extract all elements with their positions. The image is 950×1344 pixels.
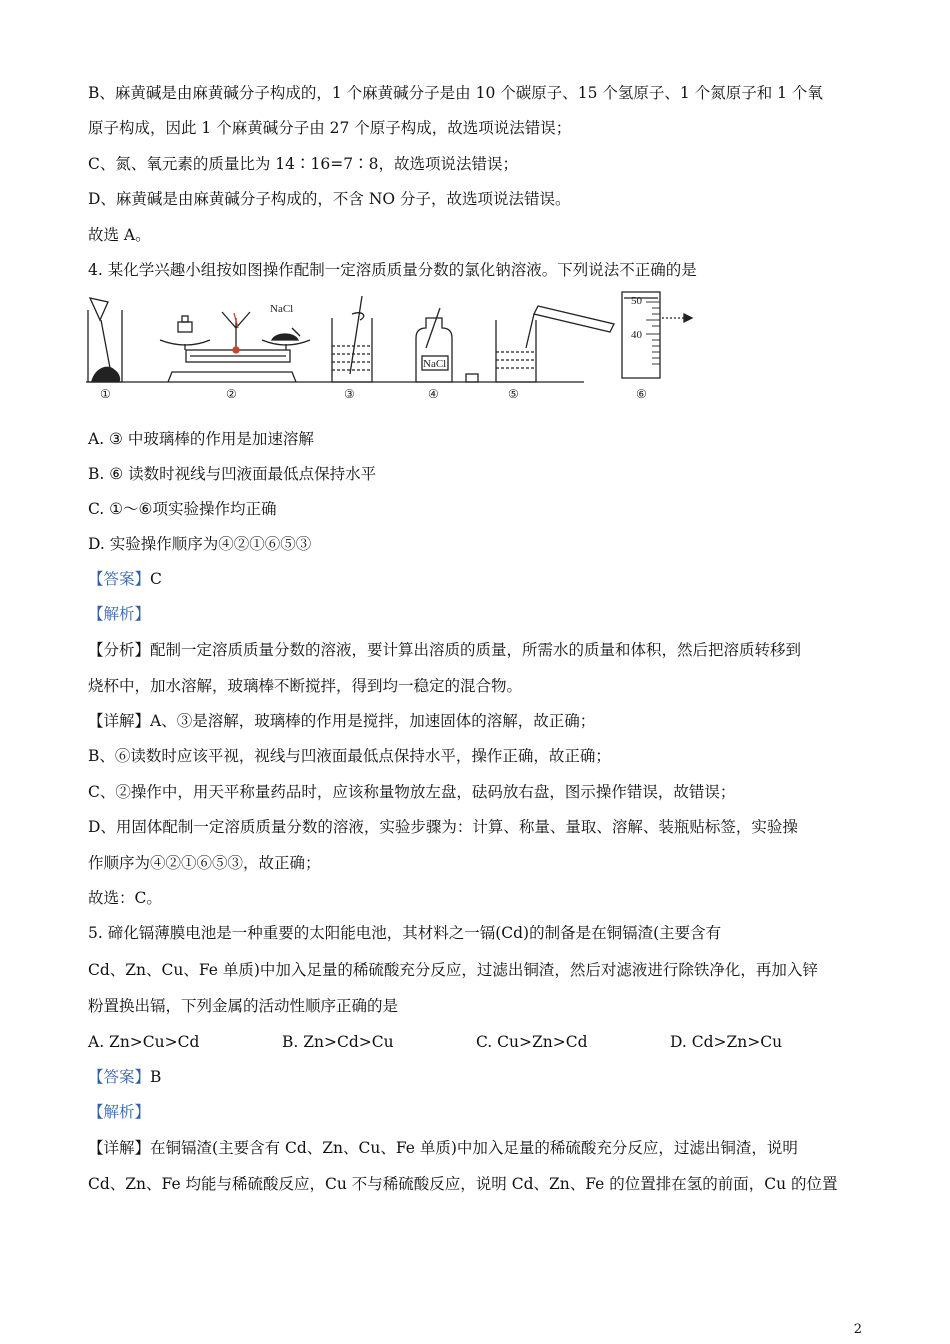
step-label-5: ⑤	[508, 387, 519, 401]
text-line: 故选 A。	[88, 226, 151, 244]
text-line: B、⑥读数时应该平视，视线与凹液面最低点保持水平，操作正确，故正确；	[88, 747, 611, 765]
q5-option-a: A. Zn>Cu>Cd	[88, 1033, 200, 1051]
step-label-2: ②	[226, 387, 237, 401]
cylinder-mark-50: 50	[631, 295, 642, 307]
text-line: D、麻黄碱是由麻黄碱分子构成的，不含 NO 分子，故选项说法错误。	[88, 190, 571, 208]
analysis-line	[88, 640, 801, 660]
analysis-heading	[88, 1102, 150, 1122]
step-label-6: ⑥	[636, 387, 647, 401]
answer-tag: 【答案】	[88, 1068, 151, 1086]
option-d: D. 实验操作顺序为④②①⑥⑤③	[88, 535, 312, 553]
detail-text: A、③是溶解，玻璃棒的作用是搅拌，加速固体的溶解，故正确；	[150, 712, 596, 730]
text-line: D、用固体配制一定溶质质量分数的溶液，实验步骤为：计算、称量、量取、溶解、装瓶贴标签，实验操	[88, 818, 798, 836]
text-line: Cd、Zn、Fe 均能与稀硫酸反应，Cu 不与稀硫酸反应，说明 Cd、Zn、Fe 的位置排在氢的前面，Cu 的位置	[88, 1175, 838, 1193]
detail-tag: 【详解】	[88, 1139, 151, 1157]
text-line: 故选：C。	[88, 889, 162, 907]
text-line: C、氮、氧元素的质量比为 14∶16=7∶8，故选项说法错误；	[88, 155, 518, 173]
question-5-stem: 5. 碲化镉薄膜电池是一种重要的太阳能电池，其材料之一镉(Cd)的制备是在铜镉渣(主要含有	[88, 924, 722, 942]
analysis-heading	[88, 604, 150, 624]
question-4-stem: 4. 某化学兴趣小组按如图操作配制一定溶质质量分数的氯化钠溶液。下列说法不正确的是	[88, 261, 697, 279]
text-line: 原子构成，因此 1 个麻黄碱分子由 27 个原子构成，故选项说法错误；	[88, 119, 572, 137]
answer-value: C	[150, 570, 162, 588]
text-line: 烧杯中，加水溶解，玻璃棒不断搅拌，得到均一稳定的混合物。	[88, 677, 523, 695]
text-line: 作顺序为④②①⑥⑤③，故正确；	[88, 854, 321, 872]
detail-text: 在铜镉渣(主要含有 Cd、Zn、Cu、Fe 单质)中加入足量的稀硫酸充分反应，过滤出铜渣，说明	[150, 1139, 798, 1157]
step-label-4: ④	[428, 387, 439, 401]
detail-line	[88, 711, 595, 731]
option-a: A. ③ 中玻璃棒的作用是加速溶解	[88, 430, 314, 448]
answer-line	[88, 1067, 161, 1087]
bottle-nacl-label: NaCl	[423, 358, 447, 370]
page-number: 2	[853, 1322, 862, 1337]
answer-line	[88, 569, 162, 589]
text-line: 粉置换出镉，下列金属的活动性顺序正确的是	[88, 997, 399, 1015]
step-label-3: ③	[344, 387, 355, 401]
detail-line	[88, 1138, 798, 1158]
text-line: C、②操作中，用天平称量药品时，应该称量物放左盘，砝码放右盘，图示操作错误，故错误；	[88, 783, 736, 801]
option-c: C. ①～⑥项实验操作均正确	[88, 500, 277, 518]
answer-tag: 【答案】	[88, 570, 151, 588]
q5-option-c: C. Cu>Zn>Cd	[476, 1033, 588, 1051]
text-line: B、麻黄碱是由麻黄碱分子构成的，1 个麻黄碱分子是由 10 个碳原子、15 个氢原子、1 个氮原子和 1 个氧	[88, 84, 823, 102]
detail-tag: 【详解】	[88, 712, 151, 730]
analysis-text: 配制一定溶质质量分数的溶液，要计算出溶质的质量，所需水的质量和体积，然后把溶质转移到	[150, 641, 802, 659]
lab-operations-figure	[86, 288, 706, 403]
answer-value: B	[150, 1068, 162, 1086]
q5-option-d: D. Cd>Zn>Cu	[670, 1033, 783, 1051]
text-line: Cd、Zn、Cu、Fe 单质)中加入足量的稀硫酸充分反应，过滤出铜渣，然后对滤液进行除铁净化，再加入锌	[88, 961, 818, 979]
analysis-tag: 【解析】	[88, 1103, 151, 1121]
fenxi-tag: 【分析】	[88, 641, 151, 659]
step-label-1: ①	[100, 387, 111, 401]
pan-nacl-label: NaCl	[270, 303, 294, 315]
q5-option-b: B. Zn>Cd>Cu	[282, 1033, 394, 1051]
option-b: B. ⑥ 读数时视线与凹液面最低点保持水平	[88, 465, 377, 483]
cylinder-mark-40: 40	[631, 329, 642, 341]
analysis-tag: 【解析】	[88, 605, 151, 623]
